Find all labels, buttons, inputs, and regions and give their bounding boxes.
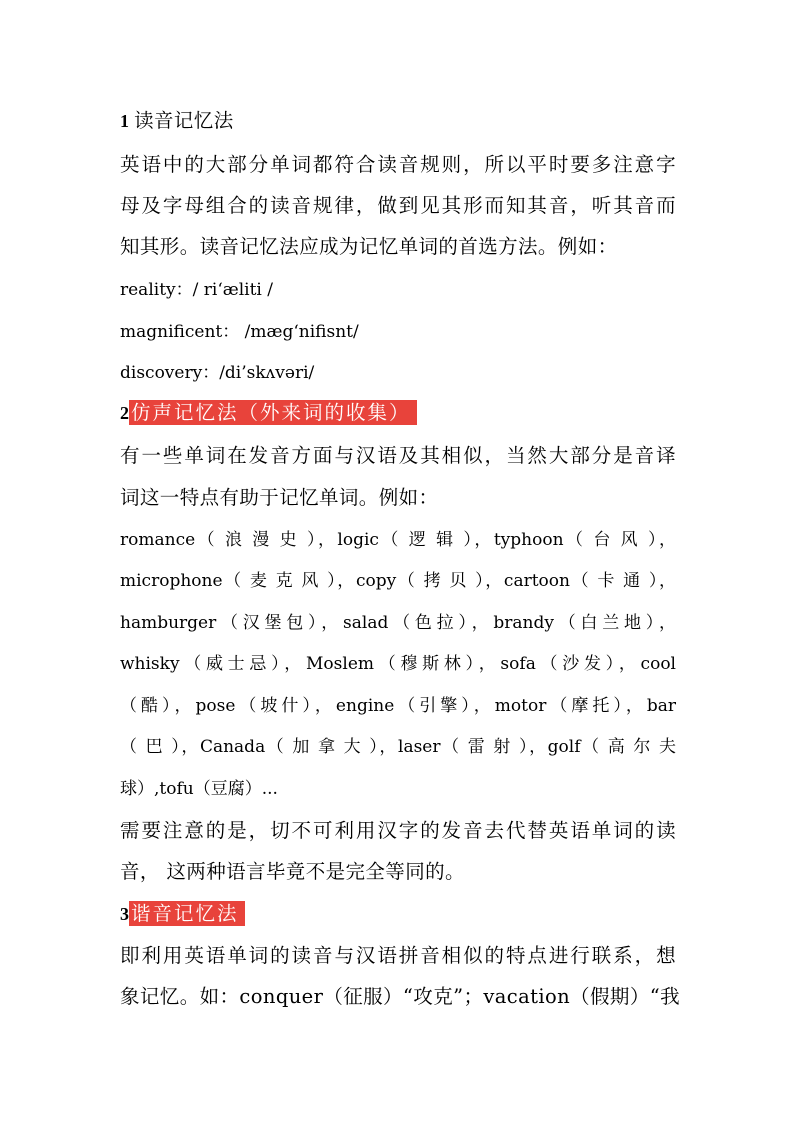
- section-title-highlight: 仿声记忆法（外来词的收集）: [129, 400, 417, 425]
- example-line: 球）,tofu（豆腐）...: [120, 779, 278, 799]
- section-number: 1: [120, 111, 129, 131]
- paragraph-line: 知其形。读音记忆法应成为记忆单词的首选方法。例如：: [120, 235, 618, 258]
- section-title-highlight: 谐音记忆法: [129, 901, 245, 926]
- example-line: discovery：/di’skʌvəri/: [120, 363, 315, 383]
- section-1-heading: [120, 105, 234, 133]
- section-title: 读音记忆法: [134, 109, 234, 132]
- example-line: hamburger（汉堡包），salad（色拉），brandy（白兰地），: [120, 613, 676, 633]
- example-line: microphone（ 麦 克 风 ），copy（ 拷 贝 ），cartoon（ 卡 通 ），: [120, 571, 676, 591]
- note-line: 需要注意的是，切不可利用汉字的发音去代替英语单词的读: [120, 819, 676, 842]
- section-2-heading: [120, 397, 417, 425]
- example-line: （ 巴 ），Canada（ 加 拿 大 ），laser（ 雷 射 ），golf（ 高 尔 夫: [120, 737, 676, 757]
- example-line: （酷），pose（坡什），engine（引擎），motor（摩托），bar: [120, 696, 676, 716]
- paragraph-line: 母及字母组合的读音规律，做到见其形而知其音，听其音而: [120, 194, 676, 217]
- example-line: reality：/ ri‘æliti /: [120, 280, 273, 300]
- paragraph-line: 象记忆。如：conquer（征服）“攻克”；vacation（假期）“我: [120, 985, 680, 1008]
- paragraph-line: 有一些单词在发音方面与汉语及其相似，当然大部分是音译: [120, 444, 676, 467]
- paragraph-line: 英语中的大部分单词都符合读音规则，所以平时要多注意字: [120, 153, 676, 176]
- example-line: whisky（威士忌），Moslem（穆斯林），sofa（沙发），cool: [120, 654, 676, 674]
- paragraph-line: 词这一特点有助于记忆单词。例如：: [120, 486, 439, 509]
- paragraph-line: 即利用英语单词的读音与汉语拼音相似的特点进行联系，想: [120, 944, 676, 967]
- example-line: romance（ 浪 漫 史 ），logic（ 逻 辑 ），typhoon（ 台 风 ），: [120, 530, 676, 550]
- section-number: 2: [120, 403, 129, 423]
- section-3-heading: [120, 898, 245, 926]
- note-line: 音， 这两种语言毕竟不是完全等同的。: [120, 860, 465, 883]
- example-line: magnificent： /mæg‘nifisnt/: [120, 322, 359, 342]
- section-number: 3: [120, 904, 129, 924]
